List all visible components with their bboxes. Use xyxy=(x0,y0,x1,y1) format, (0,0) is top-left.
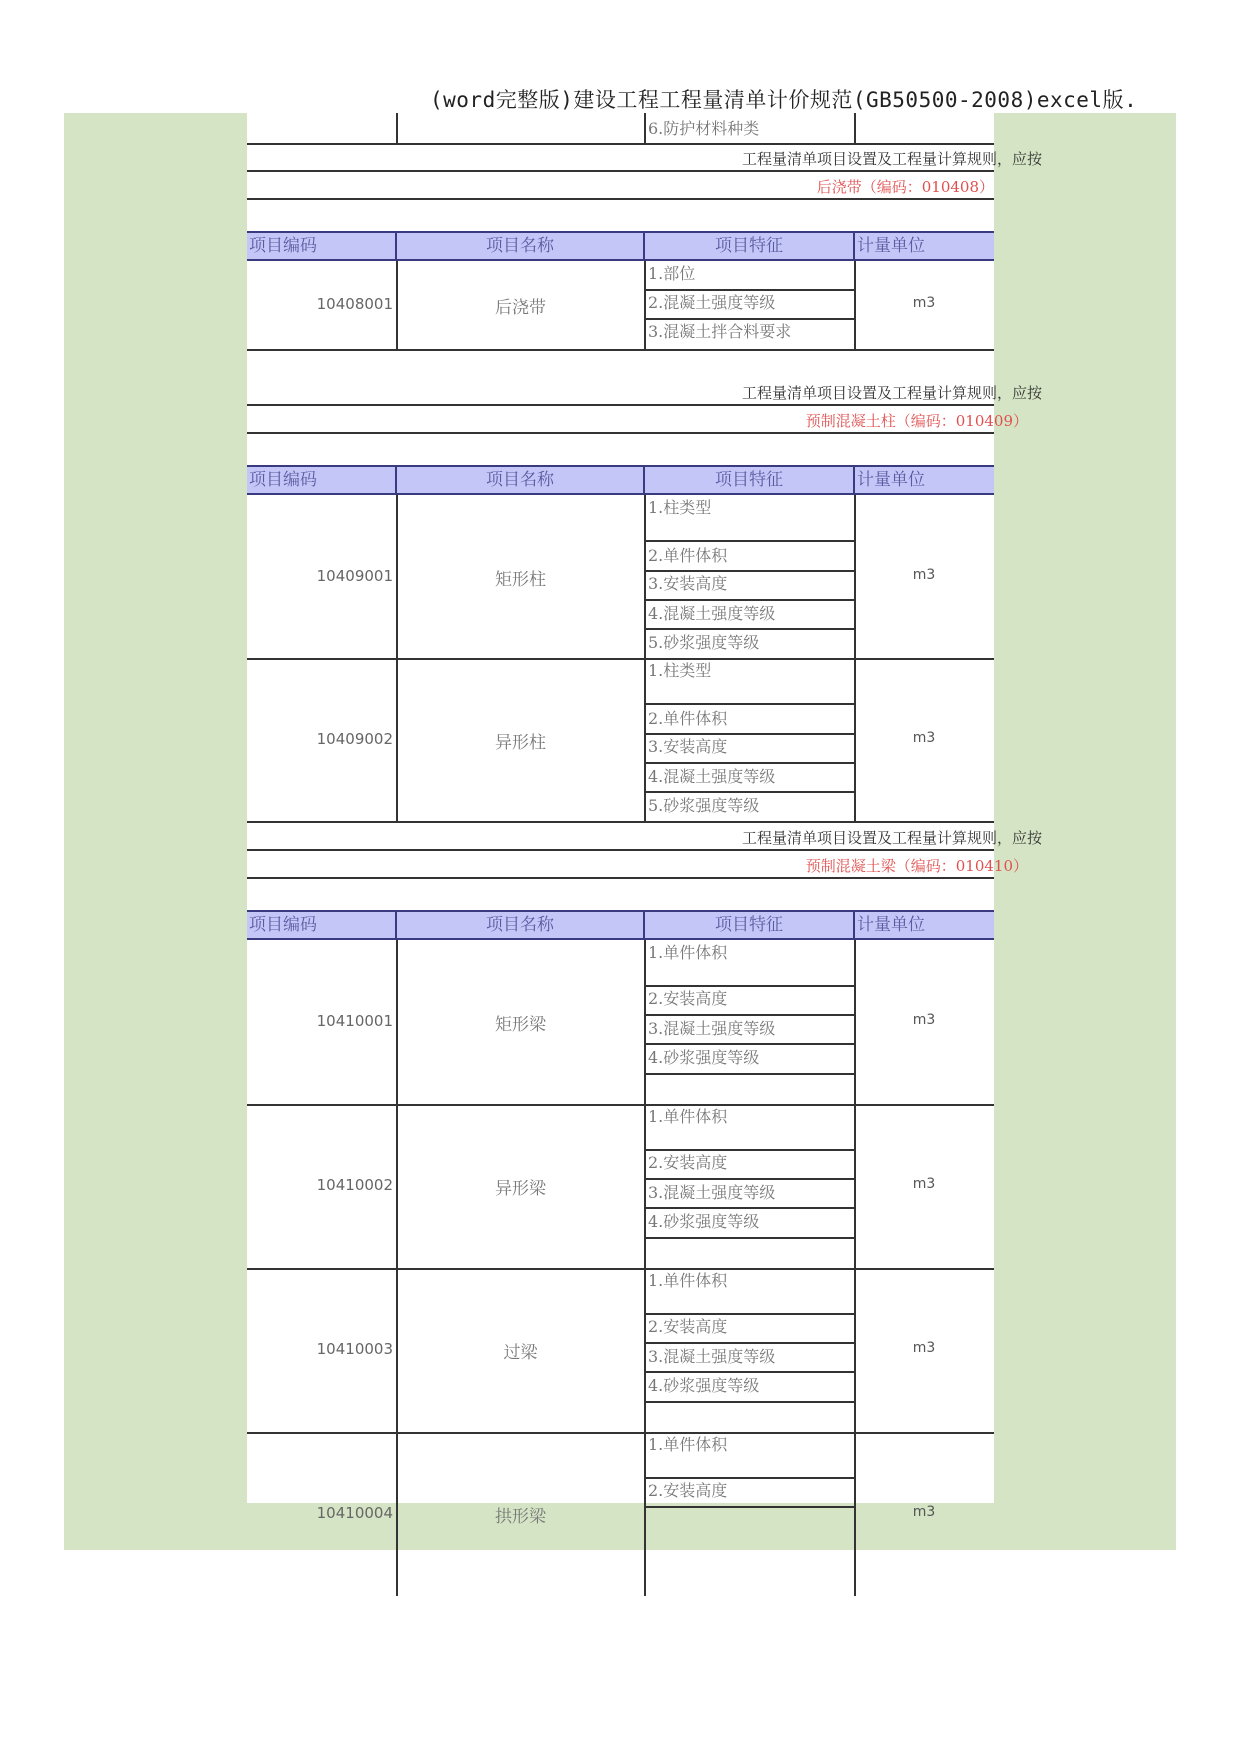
grid-line xyxy=(644,1342,856,1344)
grid-line xyxy=(247,349,994,351)
grid-line xyxy=(644,1043,856,1045)
item-feature: 2.安装高度 xyxy=(648,1153,728,1172)
header-code: 项目编码 xyxy=(247,467,397,493)
rule-text xyxy=(247,148,1042,169)
item-feature: 4.砂浆强度等级 xyxy=(648,1048,760,1067)
grid-line xyxy=(247,432,994,434)
grid-line xyxy=(644,762,856,764)
grid-line xyxy=(644,733,856,735)
item-feature: 4.砂浆强度等级 xyxy=(648,1212,760,1231)
grid-line xyxy=(644,703,856,705)
rule-text xyxy=(247,382,1042,403)
grid-line xyxy=(247,849,994,851)
section-title xyxy=(247,410,1028,431)
item-code: 10408001 xyxy=(316,295,393,313)
item-feature: 2.单件体积 xyxy=(648,709,728,728)
grid-line xyxy=(644,791,856,793)
header-features: 项目特征 xyxy=(645,467,855,493)
document-header: (word完整版)建设工程工程量清单计价规范(GB50500-2008)excel版. xyxy=(430,88,1138,112)
grid-line xyxy=(644,570,856,572)
grid-line xyxy=(247,1268,994,1270)
grid-line xyxy=(247,143,994,145)
grid-line xyxy=(644,1237,856,1239)
grid-line xyxy=(644,1313,856,1315)
header-name: 项目名称 xyxy=(397,233,645,259)
grid-line xyxy=(247,1104,994,1106)
item-feature: 3.安装高度 xyxy=(648,574,728,593)
item-feature: 5.砂浆强度等级 xyxy=(648,796,760,815)
grid-line xyxy=(644,628,856,630)
grid-line xyxy=(644,289,856,291)
grid-line xyxy=(644,1178,856,1180)
grid-line xyxy=(247,1432,994,1434)
item-feature: 3.混凝土强度等级 xyxy=(648,1019,776,1038)
grid-line xyxy=(247,198,994,200)
section-title-label: 预制混凝土梁（编码：010410） xyxy=(805,857,1028,875)
header-features: 项目特征 xyxy=(645,912,855,938)
item-code: 10410001 xyxy=(316,1012,393,1030)
item-feature: 1.单件体积 xyxy=(648,943,728,962)
item-name: 过梁 xyxy=(503,1343,538,1363)
table-header-row xyxy=(247,465,994,495)
item-feature: 1.单件体积 xyxy=(648,1107,728,1126)
item-feature: 1.柱类型 xyxy=(648,498,712,517)
rule-text-label: 工程量清单项目设置及工程量计算规则，应按 xyxy=(741,384,1042,402)
grid-line xyxy=(247,658,994,660)
item-feature: 3.混凝土强度等级 xyxy=(648,1183,776,1202)
top-fragment-feature: 6.防护材料种类 xyxy=(648,119,760,138)
item-feature: 2.安装高度 xyxy=(648,1317,728,1336)
grid-line xyxy=(644,1401,856,1403)
section-title-label: 预制混凝土柱（编码：010409） xyxy=(805,412,1028,430)
item-feature: 1.部位 xyxy=(648,264,696,283)
grid-line xyxy=(644,1014,856,1016)
item-name: 矩形梁 xyxy=(495,1015,546,1035)
grid-line xyxy=(644,1207,856,1209)
section-title xyxy=(247,855,1028,876)
item-feature: 2.混凝土强度等级 xyxy=(648,293,776,312)
item-feature: 5.砂浆强度等级 xyxy=(648,633,760,652)
table-header-row xyxy=(247,910,994,940)
section-title-label: 后浇带（编码：010408） xyxy=(816,178,994,196)
item-feature: 1.单件体积 xyxy=(648,1435,728,1454)
item-feature: 3.混凝土强度等级 xyxy=(648,1347,776,1366)
item-feature: 1.柱类型 xyxy=(648,661,712,680)
item-feature: 4.砂浆强度等级 xyxy=(648,1376,760,1395)
item-code: 10409001 xyxy=(316,566,393,585)
section-title xyxy=(247,176,994,197)
header-unit: 计量单位 xyxy=(857,915,925,935)
item-feature: 2.单件体积 xyxy=(648,546,728,565)
item-unit: m3 xyxy=(912,295,936,311)
item-feature: 2.安装高度 xyxy=(648,1481,728,1500)
grid-line xyxy=(644,1073,856,1075)
item-feature: 2.安装高度 xyxy=(648,989,728,1008)
item-unit: m3 xyxy=(912,566,936,583)
header-features: 项目特征 xyxy=(645,233,855,259)
item-name: 矩形柱 xyxy=(495,569,546,590)
grid-line xyxy=(644,1371,856,1373)
item-unit: m3 xyxy=(912,1012,936,1028)
grid-line xyxy=(644,540,856,542)
item-name: 异形柱 xyxy=(495,732,546,753)
grid-line xyxy=(247,821,994,823)
grid-line xyxy=(644,599,856,601)
header-name: 项目名称 xyxy=(397,912,645,938)
item-feature: 4.混凝土强度等级 xyxy=(648,767,776,786)
grid-line xyxy=(247,170,994,172)
spreadsheet-image xyxy=(247,113,1042,1527)
grid-line xyxy=(247,404,994,406)
rule-text-label: 工程量清单项目设置及工程量计算规则，应按 xyxy=(741,829,1042,847)
item-code: 10410003 xyxy=(316,1340,393,1358)
item-feature: 3.混凝土拌合料要求 xyxy=(648,322,792,341)
header-unit: 计量单位 xyxy=(857,470,925,490)
item-name: 拱形梁 xyxy=(495,1507,546,1527)
grid-line xyxy=(644,318,856,320)
grid-line xyxy=(644,1477,856,1479)
header-name: 项目名称 xyxy=(397,467,645,493)
rule-text xyxy=(247,827,1042,848)
rule-text-label: 工程量清单项目设置及工程量计算规则，应按 xyxy=(741,150,1042,168)
item-feature: 3.安装高度 xyxy=(648,737,728,756)
item-unit: m3 xyxy=(912,1176,936,1192)
table-header-row xyxy=(247,231,994,261)
grid-line xyxy=(644,1506,856,1508)
item-code: 10410004 xyxy=(316,1504,393,1522)
item-name: 异形梁 xyxy=(495,1179,546,1199)
item-feature: 4.混凝土强度等级 xyxy=(648,604,776,623)
item-unit: m3 xyxy=(912,1504,936,1520)
header-code: 项目编码 xyxy=(247,912,397,938)
item-feature: 1.单件体积 xyxy=(648,1271,728,1290)
header-unit: 计量单位 xyxy=(857,236,925,256)
grid-line xyxy=(644,1149,856,1151)
item-unit: m3 xyxy=(912,729,936,746)
item-unit: m3 xyxy=(912,1340,936,1356)
header-code: 项目编码 xyxy=(247,233,397,259)
grid-line xyxy=(247,877,994,879)
item-code: 10410002 xyxy=(316,1176,393,1194)
grid-line xyxy=(644,985,856,987)
item-code: 10409002 xyxy=(316,729,393,748)
item-name: 后浇带 xyxy=(495,298,546,318)
